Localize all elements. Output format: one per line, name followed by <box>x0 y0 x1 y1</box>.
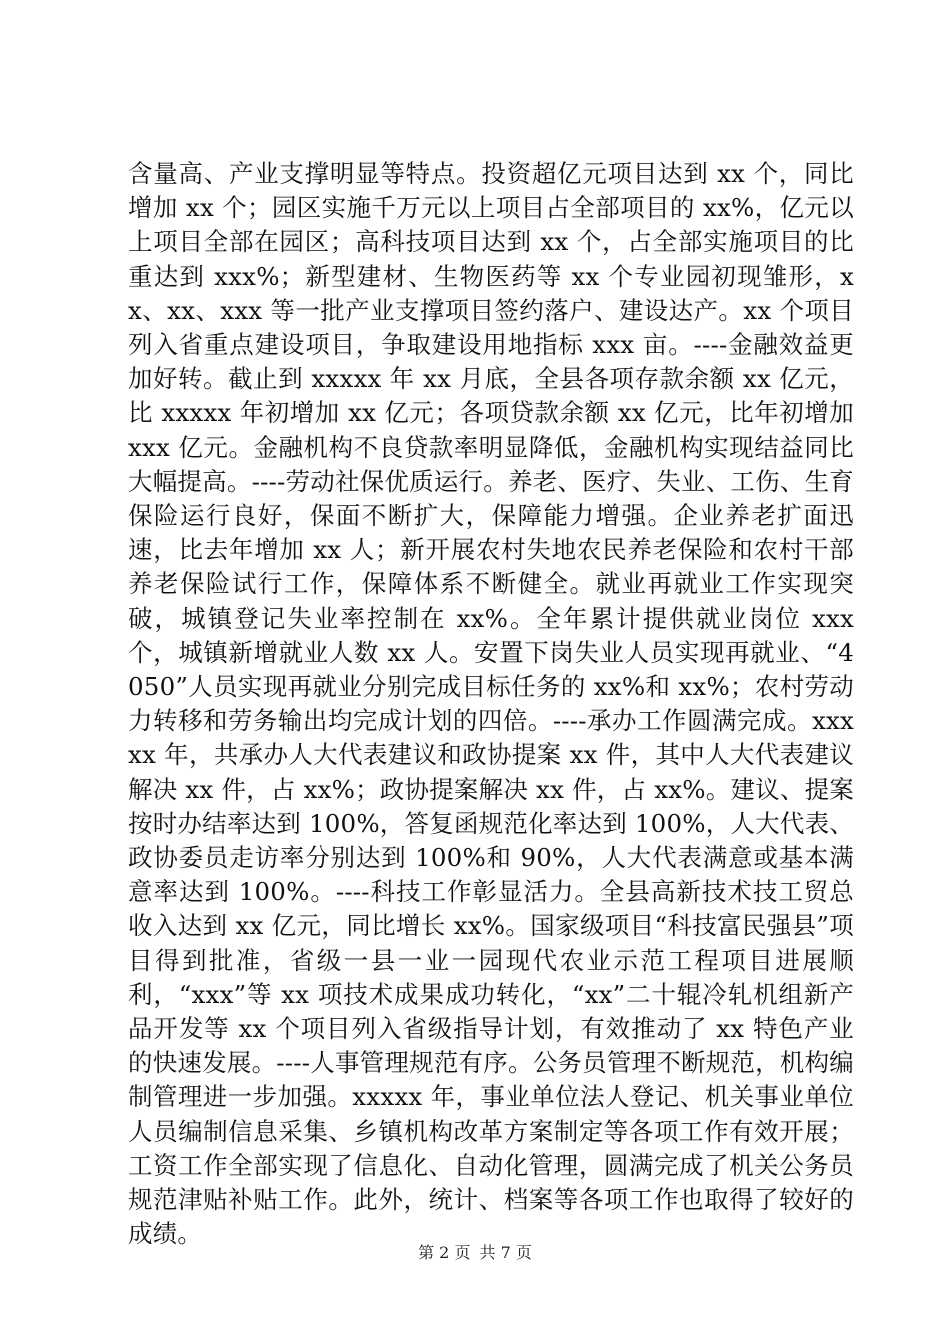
page-footer <box>0 1243 950 1263</box>
page-number: 第 2 页 <box>418 1243 471 1262</box>
page-total: 共 7 页 <box>479 1243 532 1262</box>
body-paragraph: 含量高、产业支撑明显等特点。投资超亿元项目达到 xx 个，同比增加 xx 个；园区实施千万元以上项目占全部项目的 xx%，亿元以上项目全部在园区；高科技项目达到 xx 个，占全部实施项目的比重达到 xxx%；新型建材、生物医药等 xx 个专业园初现雏形，xx、xx、xxx 等一批产业支撑项目签约落户、建设达产。xx 个项目列入省重点建设项目，争取建设用地指标 xxx 亩。----金融效益更加好转。截止到 xxxxx 年 xx 月底，全县各项存款余额 xx 亿元，比 xxxxx 年初增加 xx 亿元；各项贷款余额 xx 亿元，比年初增加 xxx 亿元。金融机构不良贷款率明显降低，金融机构实现结益同比大幅提高。----劳动社保优质运行。养老、医疗、失业、工伤、生育保险运行良好，保面不断扩大，保障能力增强。企业养老扩面迅速，比去年增加 xx 人；新开展农村失地农民养老保险和农村干部养老保险试行工作，保障体系不断健全。就业再就业工作实现突破，城镇登记失业率控制在 xx%。全年累计提供就业岗位 xxx 个，城镇新增就业人数 xx 人。安置下岗失业人员实现再就业、“4050”人员实现再就业分别完成目标任务的 xx%和 xx%；农村劳动力转移和劳务输出均完成计划的四倍。----承办工作圆满完成。xxxxx 年，共承办人大代表建议和政协提案 xx 件，其中人大代表建议解决 xx 件，占 xx%；政协提案解决 xx 件，占 xx%。建议、提案按时办结率达到 100%，答复函规范化率达到 100%，人大代表、政协委员走访率分别达到 100%和 90%，人大代表满意或基本满意率达到 100%。----科技工作彰显活力。全县高新技术技工贸总收入达到 xx 亿元，同比增长 xx%。国家级项目“科技富民强县”项目得到批准，省级一县一业一园现代农业示范工程项目进展顺利，“xxx”等 xx 项技术成果成功转化，“xx”二十辊冷轧机组新产品开发等 xx 个项目列入省级指导计划，有效推动了 xx 特色产业的快速发展。----人事管理规范有序。公务员管理不断规范，机构编制管理进一步加强。xxxxx 年，事业单位法人登记、机关事业单位人员编制信息采集、乡镇机构改革方案制定等各项工作有效开展；工资工作全部实现了信息化、自动化管理，圆满完成了机关公务员规范津贴补贴工作。此外，统计、档案等各项工作也取得了较好的成绩。 <box>128 159 854 1249</box>
